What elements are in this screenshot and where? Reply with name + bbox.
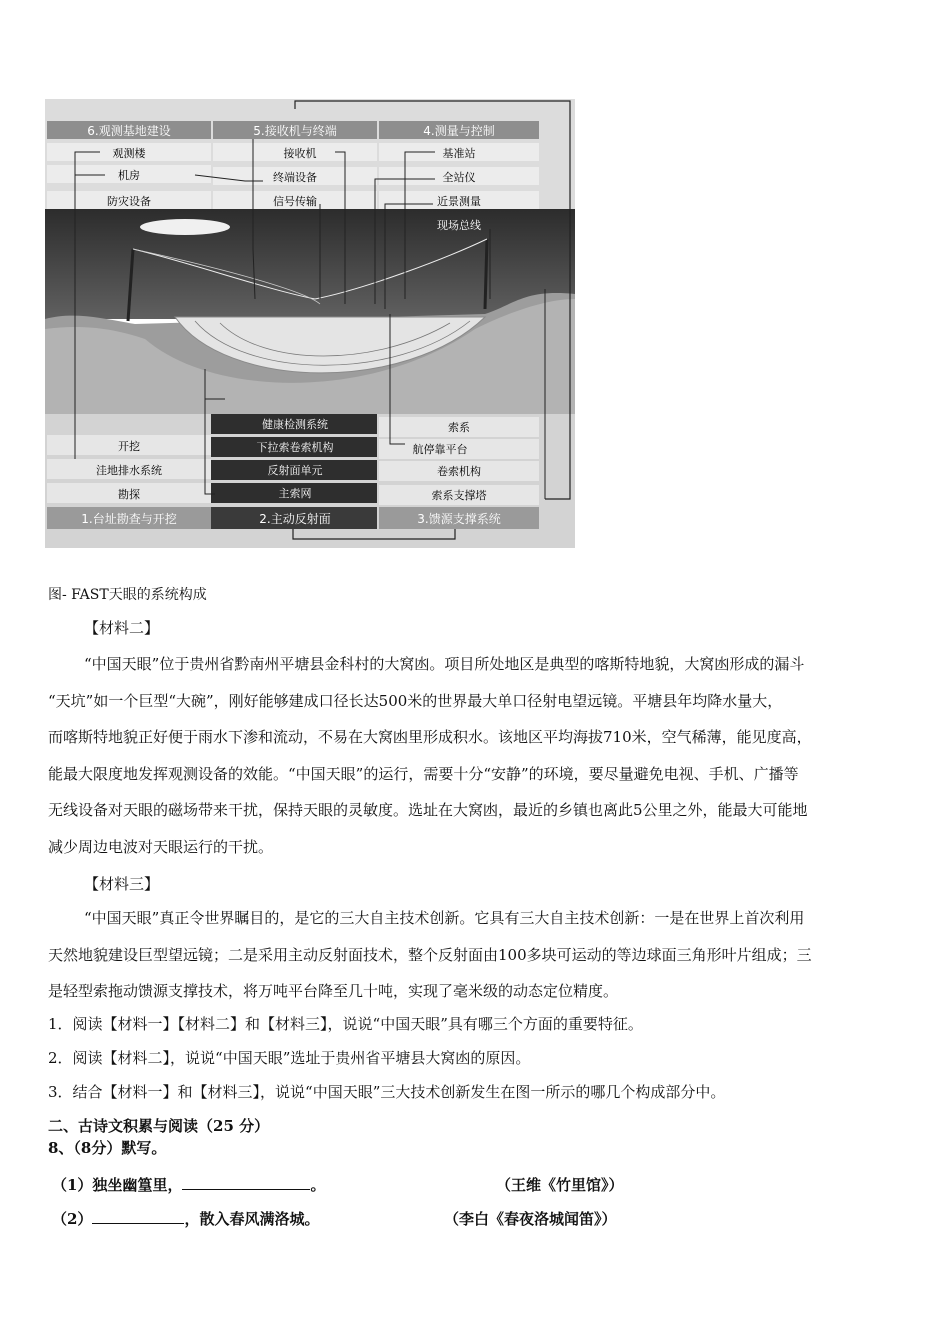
fill1-source: （王维《竹里馆》） xyxy=(496,1176,624,1194)
answer-blank-1[interactable] xyxy=(182,1175,310,1190)
section-2-title: 二、古诗文积累与阅读（25 分） xyxy=(48,1117,270,1135)
material2-line: 无线设备对天眼的磁场带来干扰，保持天眼的灵敏度。选址在大窝凼，最近的乡镇也离此5公里之外，能最大可能地 xyxy=(48,801,808,819)
group1-title: 1.台址勘查与开挖 xyxy=(81,512,177,526)
group5-item: 信号传输 xyxy=(273,195,317,208)
material3-line: “中国天眼”真正令世界瞩目的，是它的三大自主技术创新。它具有三大自主技术创新：一是在世界上首次利用 xyxy=(84,909,805,927)
fill1-prefix: （1）独坐幽篁里， xyxy=(52,1176,183,1194)
figure-caption: 图- FAST天眼的系统构成 xyxy=(48,587,207,603)
group3-title: 3.馈源支撑系统 xyxy=(417,512,501,526)
fill2-source: （李白《春夜洛城闻笛》） xyxy=(444,1210,617,1228)
group4-item: 全站仪 xyxy=(442,171,476,184)
question-8-title: 8、（8分）默写。 xyxy=(48,1139,167,1157)
material2-line: “天坑”如一个巨型“大碗”，刚好能够建成口径长达500米的世界最大单口径射电望远镜。平塘县年均降水量大， xyxy=(48,691,783,710)
group6-item: 机房 xyxy=(118,169,140,182)
group6-title: 6.观测基地建设 xyxy=(87,124,171,138)
fast-system-diagram xyxy=(45,99,575,548)
group5-item: 接收机 xyxy=(283,147,317,160)
material2-line: 而喀斯特地貌正好便于雨水下渗和流动，不易在大窝凼里形成积水。该地区平均海拔710米，空气稀薄，能见度高， xyxy=(48,728,812,746)
fill1-suffix: 。 xyxy=(310,1176,326,1194)
material3-body xyxy=(48,900,900,1010)
group3-item: 索系支撑塔 xyxy=(431,489,487,502)
material3-line: 天然地貌建设巨型望远镜；二是采用主动反射面技术，整个反射面由100多块可运动的等边球面三角形叶片组成；三 xyxy=(48,945,812,964)
material3-line: 是轻型索拖动馈源支撑技术，将万吨平台降至几十吨，实现了毫米级的动态定位精度。 xyxy=(48,982,619,1000)
group3-item: 卷索机构 xyxy=(437,465,481,478)
material2-heading: 【材料二】 xyxy=(84,619,160,637)
group2-item: 健康检测系统 xyxy=(262,418,328,431)
material2-line: “中国天眼”位于贵州省黔南州平塘县金科村的大窝凼。项目所处地区是典型的喀斯特地貌，大窝凼形成的漏斗 xyxy=(84,655,805,673)
group4-item: 基准站 xyxy=(442,147,476,160)
group5-title: 5.接收机与终端 xyxy=(253,124,337,138)
group2-item: 反射面单元 xyxy=(267,464,323,477)
group4-item: 现场总线 xyxy=(437,219,481,232)
group3-item: 航停靠平台 xyxy=(412,443,468,456)
group4-item: 近景测量 xyxy=(437,195,481,208)
group1-item: 勘探 xyxy=(118,488,140,501)
group4-title: 4.测量与控制 xyxy=(423,124,495,138)
question-1: 1．阅读【材料一】【材料二】和【材料三】，说说“中国天眼”具有哪三个方面的重要特征。 xyxy=(48,1015,643,1033)
group2-title: 2.主动反射面 xyxy=(259,512,331,526)
fill-blank-2 xyxy=(52,1208,319,1229)
material3-heading: 【材料三】 xyxy=(84,875,160,893)
group1-item: 洼地排水系统 xyxy=(96,464,162,477)
material2-line: 能最大限度地发挥观测设备的效能。“中国天眼”的运行，需要十分“安静”的环境，要尽量避免电视、手机、广播等 xyxy=(48,764,799,783)
group6-item: 观测楼 xyxy=(112,147,146,160)
group6-item: 防灾设备 xyxy=(107,195,151,208)
material2-line: 减少周边电波对天眼运行的干扰。 xyxy=(48,837,274,856)
fill2-suffix: ，散入春风满洛城。 xyxy=(184,1210,320,1228)
group5-item: 终端设备 xyxy=(273,171,317,184)
group1-item: 开挖 xyxy=(118,440,140,453)
question-3: 3．结合【材料一】和【材料三】，说说“中国天眼”三大技术创新发生在图一所示的哪几个构成部分中。 xyxy=(48,1083,726,1101)
fill-blank-1 xyxy=(52,1174,325,1195)
answer-blank-2[interactable] xyxy=(92,1209,184,1224)
fill2-prefix: （2） xyxy=(52,1210,93,1228)
group2-item: 下拉索卷索机构 xyxy=(256,441,334,454)
group2-item: 主索网 xyxy=(278,487,312,500)
group3-item: 索系 xyxy=(448,421,470,434)
material2-body xyxy=(48,646,900,865)
question-2: 2．阅读【材料二】，说说“中国天眼”选址于贵州省平塘县大窝凼的原因。 xyxy=(48,1049,531,1067)
